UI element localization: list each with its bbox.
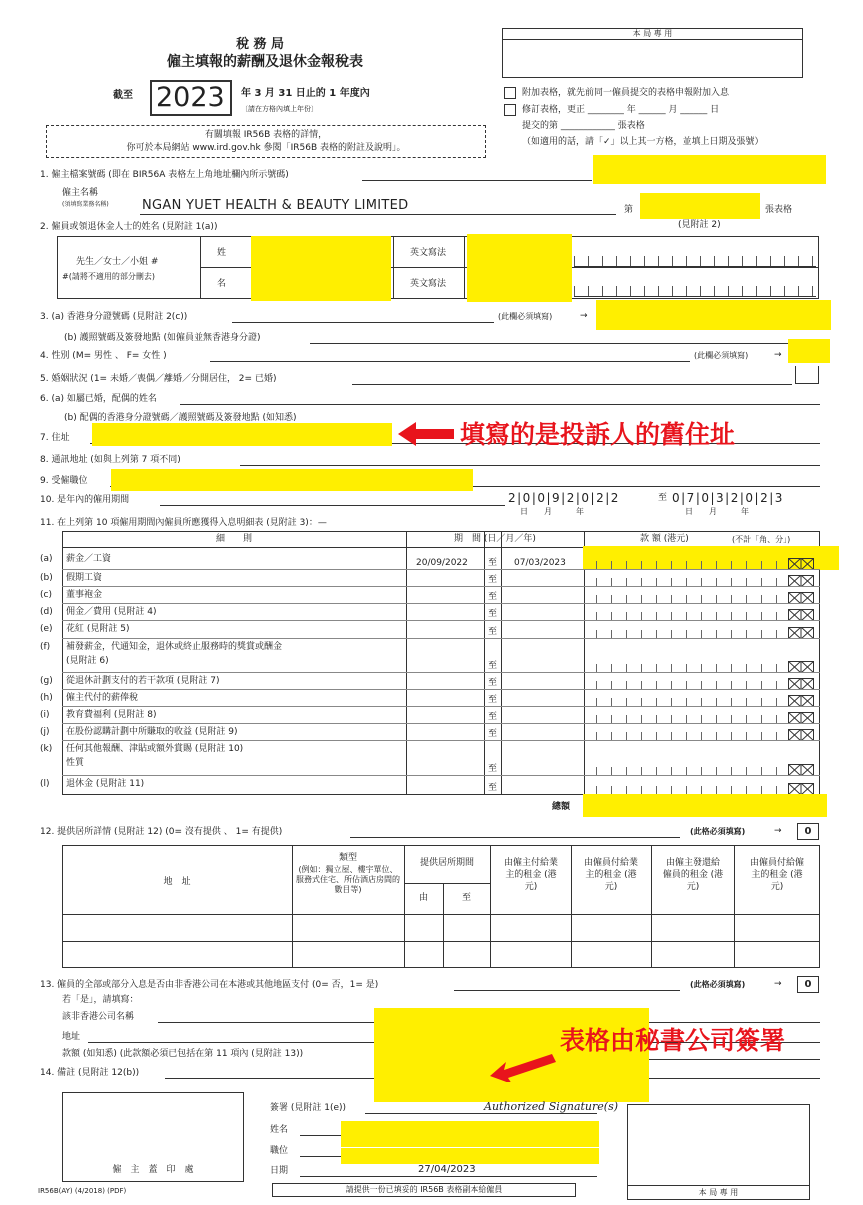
submitted-label: 提交的第 ____________ 張表格 <box>522 121 645 131</box>
place-h-c2: 由僱員付給業主的租金 (港元) <box>583 858 638 892</box>
row-divider <box>62 775 820 776</box>
place-value: 0 <box>804 826 812 837</box>
place-h-to: 至 <box>461 893 471 903</box>
item-13-label: 13. 僱員的全部或部分入息是否由非香港公司在本港或其他地區支付 (0= 否，1= 是) <box>40 980 379 990</box>
total-label: 總額 <box>552 802 571 812</box>
title-options: 先生／女士／小姐 # <box>76 257 159 267</box>
row-divider <box>62 740 820 741</box>
place-h-type-sub: (例如：獨立屋、樓宇單位、服務式住宅、所佔酒店房間的數目等) <box>296 865 400 894</box>
gender-redacted <box>788 339 830 363</box>
item-11-label: 11. 在上列第 10 項僱用期間內僱員所應獲得入息明細表 (見附註 3)：— <box>40 518 327 528</box>
hkid-redacted <box>596 300 831 330</box>
place-h-from: 由 <box>418 893 428 903</box>
col-period-header: 期 間 (日／月／年) <box>454 534 536 544</box>
office-use-label: 本 局 專 用 <box>632 29 673 38</box>
row-label: 薪金／工資 <box>66 554 112 564</box>
date-label: 日期 <box>270 1166 289 1176</box>
period-to: 0|7|0|3|2|0|2|3 <box>672 491 784 505</box>
place-h-addr: 地 址 <box>163 877 191 887</box>
row-to-word: 至 <box>488 764 498 774</box>
surname-label: 姓 <box>217 248 227 258</box>
row-divider <box>62 638 820 639</box>
row-to-word: 至 <box>488 558 498 568</box>
item-6a-label: 6. (a) 如屬已婚，配偶的姓名 <box>40 394 157 404</box>
row-divider <box>62 586 820 587</box>
year-value: 2023 <box>156 82 225 113</box>
row-amount-ticks <box>596 767 786 775</box>
place-h-period: 提供居所期間 <box>419 858 474 868</box>
row-amount-ticks <box>596 786 786 794</box>
item-4-label: 4. 性別 (M= 男性 、 F= 女性 ) <box>40 351 167 361</box>
row-key: (b) <box>40 573 53 583</box>
period-from: 2|0|0|9|2|0|2|2 <box>508 491 620 505</box>
employer-stamp-label: 僱 主 蓋 印 處 <box>112 1165 194 1175</box>
overseas-amount-label: 款額 (如知悉) (此款額必須已包括在第 11 項內 (見附註 13)) <box>62 1049 304 1059</box>
copy-note: 請提供一份已填妥的 IR56B 表格副本給僱員 <box>345 1185 503 1194</box>
employee-name-redacted <box>251 236 391 301</box>
item-13-arrow: → <box>774 979 782 989</box>
row-label: 花紅 (見附註 5) <box>66 624 130 634</box>
item-12-must: (此格必須填寫) <box>690 827 746 836</box>
marital-box[interactable] <box>795 366 819 384</box>
row-to-word: 至 <box>488 712 498 722</box>
row-key: (k) <box>40 744 53 754</box>
row-divider <box>62 569 820 570</box>
row-to-word: 至 <box>488 592 498 602</box>
revised-label: 修訂表格，更正 ________ 年 ______ 月 ______ 日 <box>522 105 720 115</box>
sheet-prefix: 第 <box>624 205 634 215</box>
row-key: (e) <box>40 624 53 634</box>
address-annotation: 填寫的是投訴人的舊住址 <box>460 420 736 449</box>
address-arrow-icon <box>398 420 454 448</box>
eng-surname-label: 英文寫法 <box>410 248 447 258</box>
authorized-signature: Authorized Signature(s) <box>484 1100 619 1113</box>
item-4-arrow: → <box>774 350 782 360</box>
row-amount-ticks <box>596 715 786 723</box>
address-redacted <box>92 423 392 446</box>
info-line-2: 你可於本局網站 www.ird.gov.hk 參閱「IR56B 表格的附註及說明」。 <box>126 143 406 153</box>
item-12-label: 12. 提供居所詳情 (見附註 12) (0= 沒有提供 、 1= 有提供) <box>40 827 283 837</box>
row-divider <box>62 620 820 621</box>
item-6b-label: (b) 配偶的香港身分證號碼／護照號碼及簽發地點 (如知悉) <box>64 413 297 423</box>
row-amount-ticks <box>596 698 786 706</box>
signer-name-redacted <box>341 1121 599 1147</box>
row-label: 在股份認購計劃中所賺取的收益 (見附註 9) <box>66 727 238 737</box>
income-table <box>62 531 820 795</box>
supplement-checkbox[interactable] <box>504 87 516 99</box>
office-use-bottom-label: 本 局 專 用 <box>698 1188 739 1197</box>
row-label: 補發薪金，代通知金，退休或終止服務時的獎賞或酬金 <box>66 642 283 652</box>
row-key: (j) <box>40 727 50 737</box>
row-to-date: 07/03/2023 <box>514 558 566 568</box>
row-label: 任何其他報酬、津貼或額外賞賜 (見附註 10) <box>66 744 244 754</box>
row-amount-ticks <box>596 732 786 740</box>
item-3a-must: (此欄必須填寫) <box>498 312 553 321</box>
row-to-word: 至 <box>488 695 498 705</box>
col-detail-header: 細 則 <box>215 534 252 544</box>
item-2-label: 2. 僱員或領退休金人士的姓名 (見附註 1(a)) <box>40 222 218 232</box>
row-label-2: 性質 <box>66 758 85 768</box>
row-label: 董事袍金 <box>66 590 103 600</box>
period-to-word: 至 <box>658 493 668 503</box>
row-label-2: (見附註 6) <box>66 656 109 666</box>
place-h-c3: 由僱主發還給僱員的租金 (港元) <box>662 858 724 892</box>
item-9-label: 9. 受僱職位 <box>40 476 88 486</box>
eng-given-label: 英文寫法 <box>410 279 447 289</box>
period-dmy-2: 日 月 年 <box>685 507 749 516</box>
employer-sub: (須填寫業務名稱) <box>62 201 109 208</box>
row-divider <box>62 672 820 673</box>
col-amount-header: 款 額 (港元) <box>640 534 689 544</box>
item-5-label: 5. 婚姻狀況 (1= 未婚／喪偶／離婚／分開居住， 2= 已婚) <box>40 374 277 384</box>
row-amount-ticks <box>596 612 786 620</box>
sheet-suffix: 張表格 <box>765 205 793 215</box>
row-amount-ticks <box>596 630 786 638</box>
place-h-c4: 由僱員付給僱主的租金 (港元) <box>749 858 804 892</box>
item-13-must: (此格必須填寫) <box>690 980 746 989</box>
row-label: 僱主代付的薪俸稅 <box>66 693 139 703</box>
row-amount-ticks <box>596 664 786 672</box>
given-name-label: 名 <box>217 279 227 289</box>
col-amount-note: (不計「角、分」) <box>732 535 791 544</box>
overseas-value: 0 <box>804 979 812 990</box>
row-label: 教育費福利 (見附註 8) <box>66 710 157 720</box>
eng-given-ticks <box>574 286 816 297</box>
signature-label: 簽署 (見附註 1(e)) <box>270 1103 347 1113</box>
year-note: 〔請在方格內填上年份〕 <box>241 105 318 113</box>
item-3a-arrow: → <box>580 311 588 321</box>
row-key: (c) <box>40 590 52 600</box>
sheet-no-redacted <box>640 193 760 219</box>
row-label: 假期工資 <box>66 573 103 583</box>
row-label: 佣金／費用 (見附註 4) <box>66 607 157 617</box>
employer-file-no-redacted <box>593 155 826 184</box>
item-8-label: 8. 通訊地址 (如與上列第 7 項不同) <box>40 455 181 465</box>
supplement-label: 附加表格，就先前同一僱員提交的表格申報附加入息 <box>522 88 730 98</box>
row-label: 退休金 (見附註 11) <box>66 779 145 789</box>
info-line-1: 有關填報 IR56B 表格的詳情， <box>204 130 328 140</box>
signer-post-redacted <box>341 1148 599 1164</box>
item-1-label: 1. 僱主檔案號碼 (即在 BIR56A 表格左上角地址欄內所示號碼) <box>40 170 289 180</box>
year-suffix: 年 3 月 31 日止的 1 年度內 <box>241 88 370 99</box>
form-title: 僱主填報的薪酬及退休金報稅表 <box>167 54 363 70</box>
employer-name: NGAN YUET HEALTH & BEAUTY LIMITED <box>142 198 409 213</box>
row-amount-ticks <box>596 561 786 569</box>
row-amount-ticks <box>596 681 786 689</box>
date-value: 27/04/2023 <box>418 1164 476 1175</box>
row-key: (f) <box>40 642 51 652</box>
row-to-word: 至 <box>488 609 498 619</box>
item-3b-label: (b) 護照號碼及簽發地點 (如僱員並無香港身分證) <box>64 333 261 343</box>
overseas-addr-label: 地址 <box>62 1032 81 1042</box>
eng-surname-ticks <box>574 256 816 267</box>
row-to-word: 至 <box>488 783 498 793</box>
employer-label: 僱主名稱 <box>62 188 99 198</box>
item-7-label: 7. 住址 <box>40 433 70 443</box>
if-yes-label: 若「是」，請填寫： <box>62 995 139 1005</box>
company-label: 該非香港公司名稱 <box>62 1012 135 1022</box>
title-note: #(請將不適用的部分刪去) <box>62 272 155 281</box>
options-note: （如適用的話，請「✓」以上其一方格，並填上日期及張號） <box>522 137 764 147</box>
place-h-c1: 由僱主付給業主的租金 (港元) <box>503 858 558 892</box>
row-key: (g) <box>40 676 53 686</box>
item-10-label: 10. 是年內的僱用期間 <box>40 495 130 505</box>
post-label: 職位 <box>270 1146 289 1156</box>
row-to-word: 至 <box>488 627 498 637</box>
row-from-date: 20/09/2022 <box>416 558 468 568</box>
row-amount-ticks <box>596 595 786 603</box>
total-amount-redacted <box>583 794 827 817</box>
place-h-type: 類型 <box>338 853 357 863</box>
dept-name: 稅 務 局 <box>235 37 285 52</box>
form-code: IR56B(AY) (4/2018) (PDF) <box>38 1187 127 1195</box>
row-to-word: 至 <box>488 575 498 585</box>
year-prefix: 截至 <box>113 90 133 101</box>
row-key: (l) <box>40 779 50 789</box>
sheet-note: (見附註 2) <box>678 220 721 230</box>
row-to-word: 至 <box>488 661 498 671</box>
item-3a-label: 3. (a) 香港身分證號碼 (見附註 2(c)) <box>40 312 188 322</box>
period-dmy-1: 日 月 年 <box>520 507 584 516</box>
row-label: 從退休計劃支付的若干款項 (見附註 7) <box>66 676 220 686</box>
row-key: (a) <box>40 554 53 564</box>
item-4-must: (此欄必須填寫) <box>694 351 749 360</box>
revised-checkbox[interactable] <box>504 104 516 116</box>
row-key: (i) <box>40 710 50 720</box>
row-to-word: 至 <box>488 678 498 688</box>
row-amount-ticks <box>596 578 786 586</box>
row-key: (d) <box>40 607 53 617</box>
name-label: 姓名 <box>270 1125 289 1135</box>
row-to-word: 至 <box>488 729 498 739</box>
row-divider <box>62 723 820 724</box>
row-divider <box>62 706 820 707</box>
row-divider <box>62 603 820 604</box>
row-divider <box>62 689 820 690</box>
sign-arrow-icon <box>490 1040 556 1082</box>
employee-eng-name-redacted <box>467 234 572 302</box>
item-14-label: 14. 備註 (見附註 12(b)) <box>40 1068 140 1078</box>
position-redacted <box>111 469 473 491</box>
sign-annotation: 表格由秘書公司簽署 <box>560 1026 786 1055</box>
row-key: (h) <box>40 693 53 703</box>
item-12-arrow: → <box>774 826 782 836</box>
